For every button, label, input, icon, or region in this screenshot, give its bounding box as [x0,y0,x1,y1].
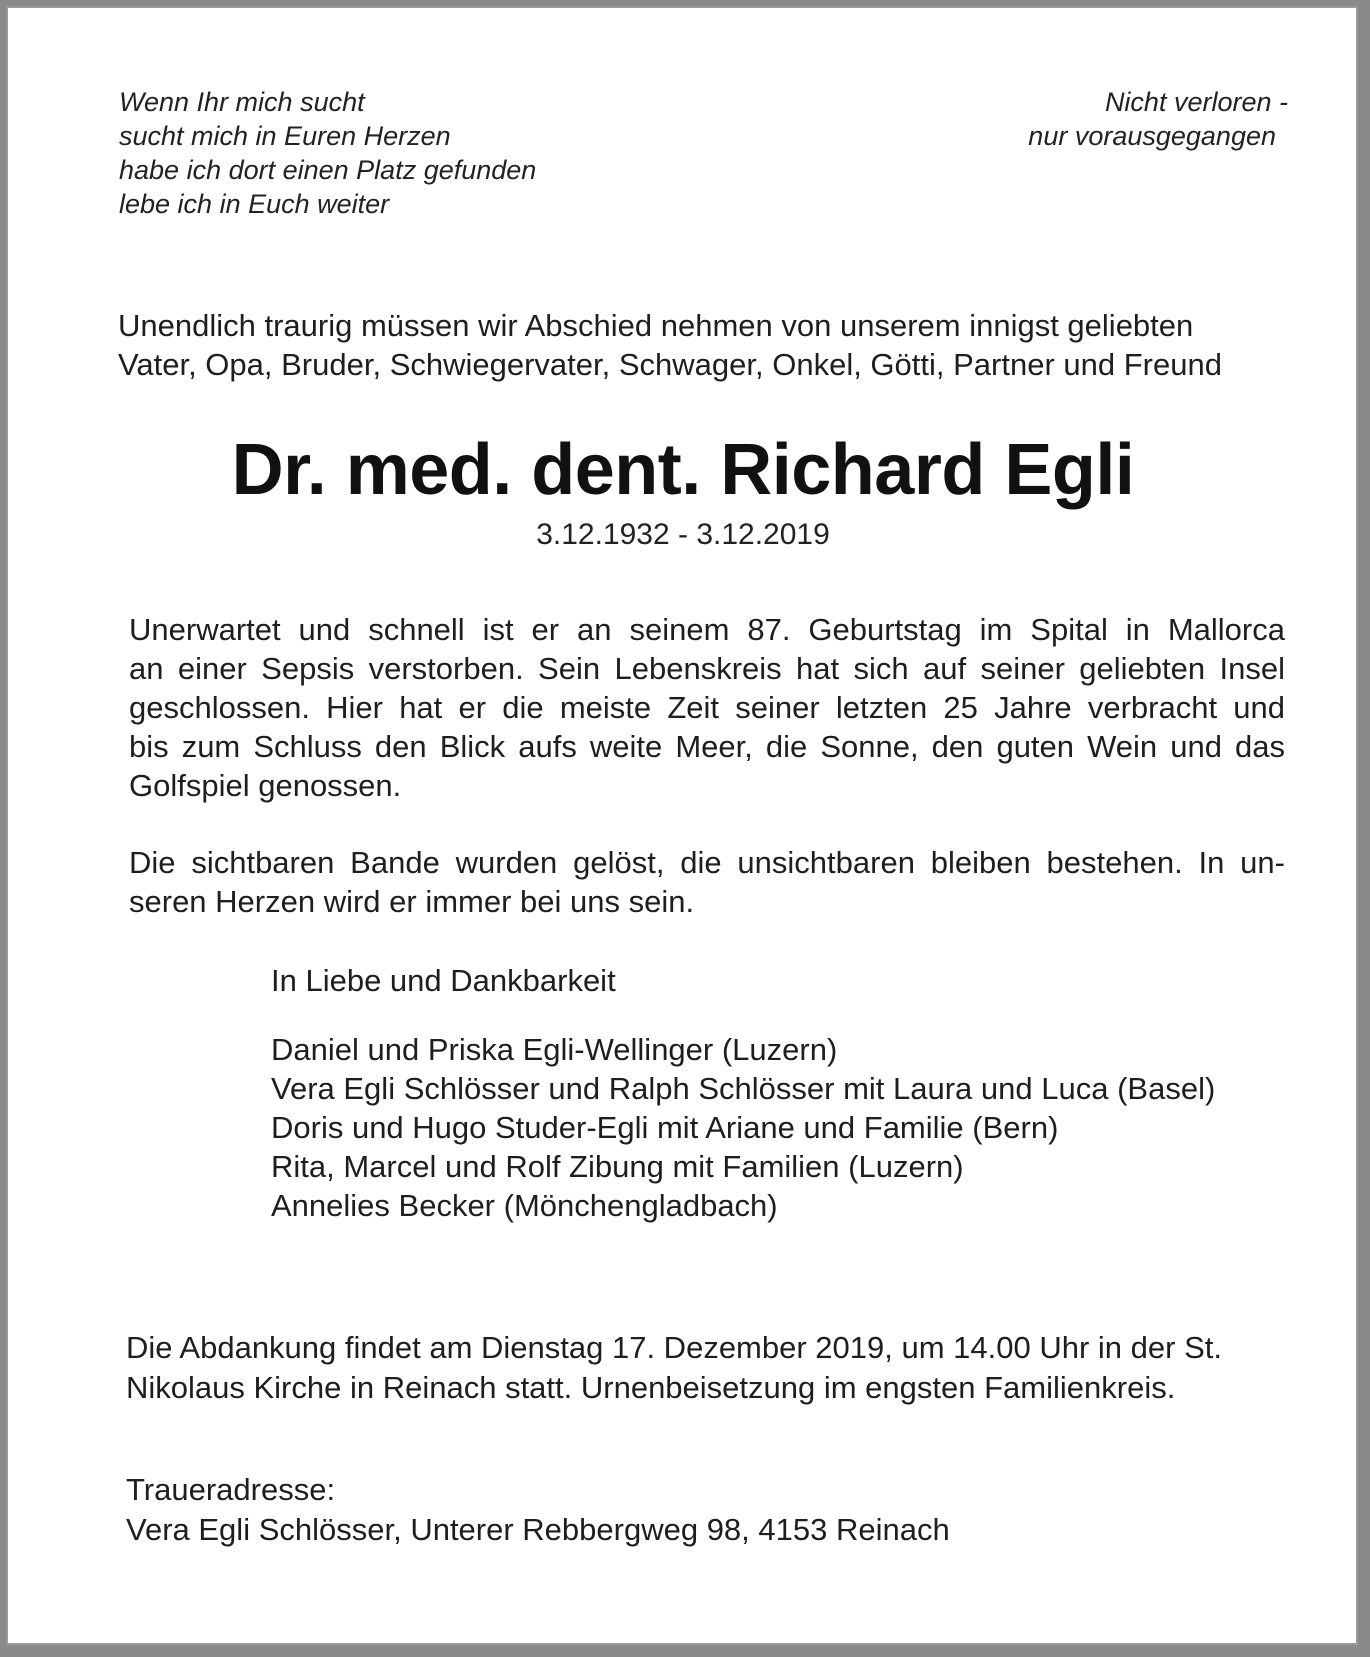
closing-line: In Liebe und Dankbarkeit [271,963,616,998]
poem-left [119,85,536,221]
poem-right [998,85,1288,153]
mourning-address [126,1470,1286,1550]
deceased-name: Dr. med. dent. Richard Egli [231,430,1135,510]
poem-line: sucht mich in Euren Herzen [119,121,451,151]
funeral-info [126,1328,1286,1408]
mourner: Daniel und Priska Egli-Wellinger (Luzern) [271,1032,838,1067]
mourner: Vera Egli Schlösser und Ralph Schlösser mit Laura und Luca (Basel) [271,1071,1216,1106]
funeral-line: Die Abdankung findet am Dienstag 17. Dezember 2019, um 14.00 Uhr in der St. [126,1330,1222,1365]
paragraph-line: Die sichtbaren Bande wurden gelöst, die unsichtbaren bleiben bestehen. In un- [129,845,1285,880]
mourner: Annelies Becker (Mönchengladbach) [271,1188,778,1223]
mourner: Rita, Marcel und Rolf Zibung mit Familien (Luzern) [271,1149,964,1184]
paragraph-line: seren Herzen wird er immer bei uns sein. [129,884,695,919]
mourner: Doris und Hugo Studer-Egli mit Ariane und Familie (Bern) [271,1110,1059,1145]
address-label: Traueradresse: [126,1472,336,1507]
mourners-block [271,961,1321,1225]
poem-line: Nicht verloren - [1104,87,1288,117]
paragraph-line: an einer Sepsis verstorben. Sein Lebenskreis hat sich auf seiner geliebten Insel [129,651,1285,686]
intro-line: Unendlich traurig müssen wir Abschied nehmen von unserem innigst geliebten [118,308,1194,343]
poem-line: Wenn Ihr mich sucht [119,87,365,117]
poem-line: nur vorausgegangen [1028,121,1276,151]
paragraph-1 [129,610,1285,805]
paragraph-line: geschlossen. Hier hat er die meiste Zeit seiner letzten 25 Jahre verbracht und [129,690,1285,725]
paragraph-line: Unerwartet und schnell ist er an seinem 87. Geburtstag im Spital in Mallorca [129,612,1285,647]
intro-text [118,306,1298,384]
intro-line: Vater, Opa, Bruder, Schwiegervater, Schwager, Onkel, Götti, Partner und Freund [118,347,1222,382]
poem-line: lebe ich in Euch weiter [119,189,390,219]
life-dates: 3.12.1932 - 3.12.2019 [536,518,830,551]
address-value: Vera Egli Schlösser, Unterer Rebbergweg 98, 4153 Reinach [126,1512,950,1547]
obituary-page [6,6,1358,1645]
paragraph-2 [129,843,1285,921]
funeral-line: Nikolaus Kirche in Reinach statt. Urnenbeisetzung im engsten Familienkreis. [126,1370,1176,1405]
poem-line: habe ich dort einen Platz gefunden [119,155,537,185]
paragraph-line: bis zum Schluss den Blick aufs weite Meer, die Sonne, den guten Wein und das [129,729,1285,764]
paragraph-line: Golfspiel genossen. [129,768,402,803]
